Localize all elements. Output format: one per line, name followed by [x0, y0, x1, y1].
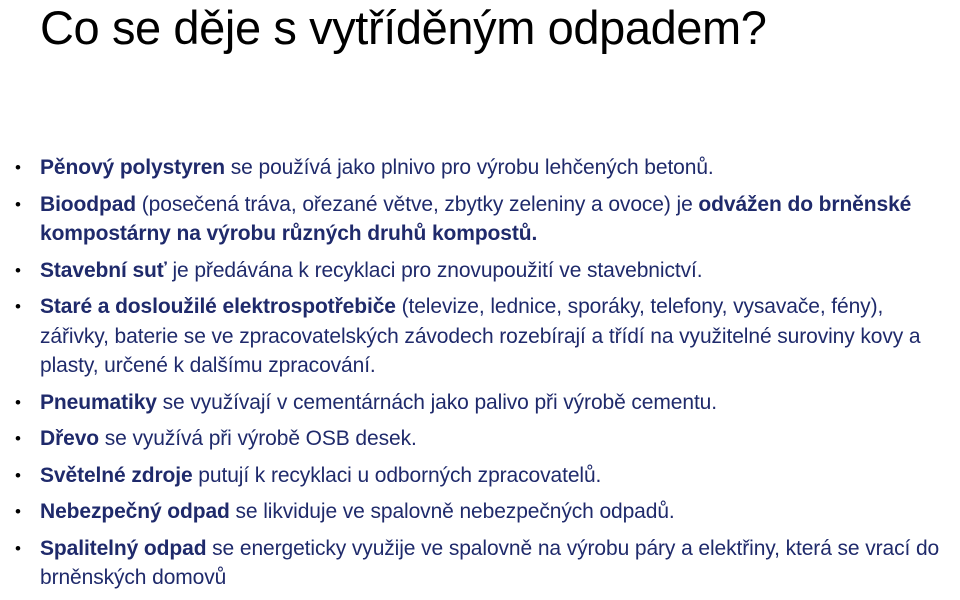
- bullet-icon: •: [15, 502, 21, 521]
- slide-title: Co se děje s vytříděným odpadem?: [40, 1, 767, 54]
- bullet-icon: •: [15, 194, 21, 214]
- list-item: [10, 424, 955, 454]
- item-bold-text: Pneumatiky: [40, 390, 157, 414]
- item-bold-text: Dřevo: [40, 427, 100, 450]
- item-bold-text-continued: odvážen do brněnské kompostárny na výrobu různých druhů kompostů.: [40, 192, 912, 245]
- bullet-icon: •: [15, 392, 21, 412]
- item-text: (televize, lednice, sporáky, telefony, vysavače, fény), zářivky, baterie se ve zpracovatelských závodech rozebírají a třídí na využitelné suroviny kovy a plasty, určené k dalšímu zpracování.: [40, 295, 921, 377]
- item-text: se energeticky využije ve spalovně na výrobu páry a elektřiny, která se vrací do brněnských domovů: [40, 536, 940, 589]
- item-text: putují k recyklaci u odborných zpracovatelů.: [192, 463, 602, 487]
- item-bold-text: Světelné zdroje: [40, 463, 193, 487]
- item-text: se používá jako plnivo pro výrobu lehčených betonů.: [225, 156, 714, 179]
- list-item: [10, 256, 955, 286]
- item-text: (posečená tráva, ořezané větve, zbytky zeleniny a ovoce) je: [136, 192, 699, 216]
- item-bold-text: Pěnový polystyren: [40, 156, 226, 179]
- item-bold-text: Staré a dosloužilé elektrospotřebiče: [40, 295, 396, 318]
- list-item: [10, 534, 955, 593]
- bullet-icon: •: [15, 297, 21, 316]
- item-text: se využívá při výrobě OSB desek.: [99, 427, 417, 450]
- bullet-list: [10, 153, 955, 600]
- item-bold-text: Nebezpečný odpad: [40, 500, 230, 523]
- list-item: [10, 388, 955, 418]
- bullet-icon: •: [15, 158, 21, 177]
- list-item: [10, 190, 955, 249]
- item-text: se likviduje ve spalovně nebezpečných odpadů.: [229, 500, 675, 523]
- item-bold-text: Spalitelný odpad: [40, 536, 207, 560]
- list-item: [10, 497, 955, 527]
- list-item: [10, 461, 955, 491]
- bullet-icon: •: [15, 260, 21, 280]
- bullet-icon: •: [15, 429, 21, 448]
- item-text: je předávána k recyklaci pro znovupoužití ve stavebnictví.: [166, 258, 703, 282]
- item-text: se využívají v cementárnách jako palivo při výrobě cementu.: [156, 390, 717, 414]
- item-bold-text: Stavební suť: [40, 258, 167, 282]
- list-item: [10, 292, 955, 381]
- item-bold-text: Bioodpad: [40, 192, 137, 216]
- bullet-icon: •: [15, 465, 21, 485]
- list-item: [10, 153, 955, 183]
- bullet-icon: •: [15, 538, 21, 558]
